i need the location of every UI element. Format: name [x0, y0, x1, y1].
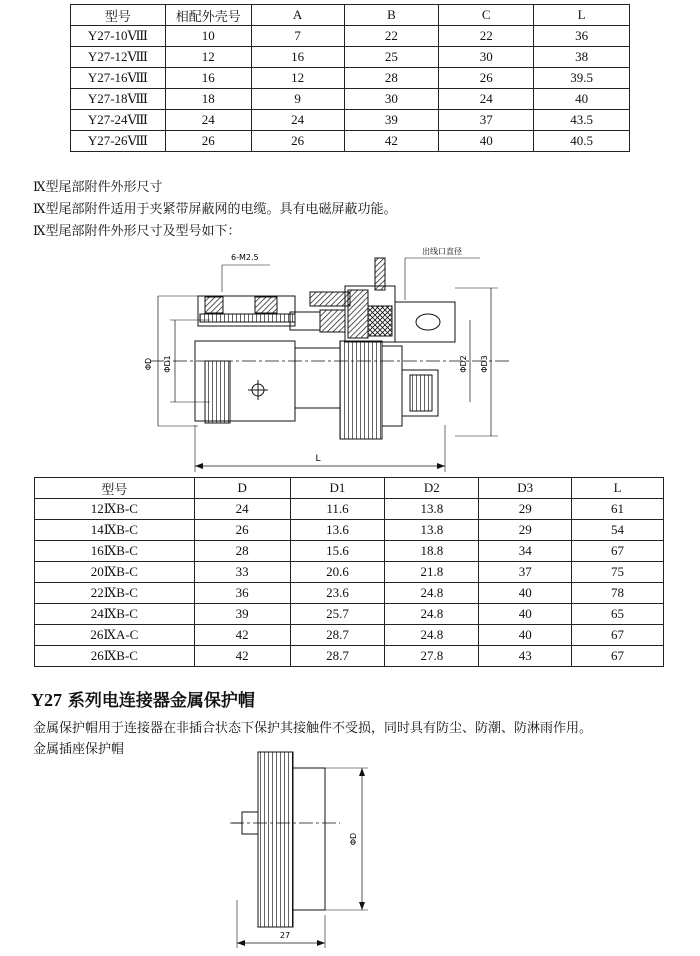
table-row — [35, 604, 664, 625]
cell: Y27-24Ⅷ — [71, 110, 166, 131]
cell: 18.8 — [385, 541, 479, 562]
col-header: D — [194, 478, 290, 499]
cell: 40.5 — [534, 131, 630, 152]
cell: 40 — [479, 583, 572, 604]
dim-d1-label: ΦD1 — [163, 355, 172, 373]
cell: 24 — [439, 89, 534, 110]
dim-d3-label: ΦD3 — [480, 355, 489, 373]
col-header: 相配外壳号 — [165, 5, 251, 26]
col-header: A — [251, 5, 344, 26]
heading-series: Y27 — [31, 690, 62, 710]
section-ix-intro: Ⅸ型尾部附件外形尺寸及型号如下： — [33, 223, 241, 238]
cell: 28 — [194, 541, 290, 562]
ix-tail-accessory-drawing — [0, 240, 700, 475]
cell: 22 — [439, 26, 534, 47]
col-header: D3 — [479, 478, 572, 499]
dim-d-label: ΦD — [144, 357, 153, 371]
section-ix-title: Ⅸ型尾部附件外形尺寸 — [33, 179, 163, 194]
table-header-row — [71, 5, 630, 26]
cell: 65 — [572, 604, 664, 625]
cell: 28.7 — [290, 625, 385, 646]
cell: 12 — [165, 47, 251, 68]
cell: 38 — [534, 47, 630, 68]
metal-cap-drawing — [0, 740, 700, 950]
col-header: 型号 — [35, 478, 195, 499]
col-header: D1 — [290, 478, 385, 499]
cell: Y27-16Ⅷ — [71, 68, 166, 89]
cell: 26ⅨB-C — [35, 646, 195, 667]
cell: 28 — [344, 68, 439, 89]
cell: 42 — [194, 625, 290, 646]
cell: 30 — [344, 89, 439, 110]
cell: 67 — [572, 541, 664, 562]
cell: 39.5 — [534, 68, 630, 89]
section-ix-description: Ⅸ型尾部附件适用于夹紧带屏蔽网的电缆。具有电磁屏蔽功能。 — [33, 201, 397, 216]
cell: 29 — [479, 520, 572, 541]
table-row — [35, 520, 664, 541]
section-cap-subtitle: 金属插座保护帽 — [33, 741, 125, 756]
cell: Y27-18Ⅷ — [71, 89, 166, 110]
cell: 7 — [251, 26, 344, 47]
cell: 30 — [439, 47, 534, 68]
cell: 40 — [439, 131, 534, 152]
cell: 29 — [479, 499, 572, 520]
table-row — [71, 110, 630, 131]
table-row — [35, 562, 664, 583]
cell: 22 — [344, 26, 439, 47]
cell: 54 — [572, 520, 664, 541]
cell: 26 — [165, 131, 251, 152]
table-row — [35, 541, 664, 562]
cell: 25 — [344, 47, 439, 68]
cell: 39 — [194, 604, 290, 625]
cell: 36 — [534, 26, 630, 47]
section-cap-heading — [31, 686, 255, 711]
cell: 12ⅨB-C — [35, 499, 195, 520]
cell: 16ⅨB-C — [35, 541, 195, 562]
cell: 78 — [572, 583, 664, 604]
cell: 16 — [251, 47, 344, 68]
dim-d2-label: ΦD2 — [459, 355, 468, 373]
outlet-diameter-label: 出线口直径 — [422, 247, 462, 256]
cell: 10 — [165, 26, 251, 47]
cell: 15.6 — [290, 541, 385, 562]
cell: 75 — [572, 562, 664, 583]
col-header: L — [572, 478, 664, 499]
table-viii-tail-accessory — [70, 4, 630, 152]
cell: 24.8 — [385, 625, 479, 646]
cell: 40 — [534, 89, 630, 110]
heading-title: 系列电连接器金属保护帽 — [62, 691, 255, 711]
cell: 40 — [479, 625, 572, 646]
cell: 39 — [344, 110, 439, 131]
cell: 24.8 — [385, 604, 479, 625]
cell: 61 — [572, 499, 664, 520]
cell: 12 — [251, 68, 344, 89]
col-header: 型号 — [71, 5, 166, 26]
cell: 16 — [165, 68, 251, 89]
cell: 37 — [479, 562, 572, 583]
cell: 13.8 — [385, 499, 479, 520]
screw-label: 6-M2.5 — [231, 253, 259, 262]
cell: 24ⅨB-C — [35, 604, 195, 625]
col-header: D2 — [385, 478, 479, 499]
cell: 34 — [479, 541, 572, 562]
table-row — [71, 68, 630, 89]
cell: 9 — [251, 89, 344, 110]
table-row — [71, 26, 630, 47]
table-row — [71, 89, 630, 110]
cell: 26 — [439, 68, 534, 89]
table-row — [71, 47, 630, 68]
cell: 67 — [572, 646, 664, 667]
cell: 26ⅨA-C — [35, 625, 195, 646]
table-row — [35, 499, 664, 520]
cell: 23.6 — [290, 583, 385, 604]
cell: 24 — [251, 110, 344, 131]
cell: 21.8 — [385, 562, 479, 583]
table-row — [35, 583, 664, 604]
table-row — [35, 625, 664, 646]
cell: 18 — [165, 89, 251, 110]
table-ix-tail-accessory — [34, 477, 664, 667]
col-header: L — [534, 5, 630, 26]
table-row — [71, 131, 630, 152]
section-cap-description: 金属保护帽用于连接器在非插合状态下保护其接触件不受损，同时具有防尘、防潮、防淋雨作用。 — [33, 720, 593, 735]
cell: 24.8 — [385, 583, 479, 604]
cell: 13.6 — [290, 520, 385, 541]
cell: 26 — [251, 131, 344, 152]
cap-diameter-label: ΦD — [349, 832, 358, 846]
cap-width-label: 27 — [279, 931, 291, 940]
cell: 13.8 — [385, 520, 479, 541]
cell: Y27-26Ⅷ — [71, 131, 166, 152]
cell: 14ⅨB-C — [35, 520, 195, 541]
cell: 27.8 — [385, 646, 479, 667]
table-header-row — [35, 478, 664, 499]
col-header: C — [439, 5, 534, 26]
table-row — [35, 646, 664, 667]
cell: 40 — [479, 604, 572, 625]
cell: 24 — [165, 110, 251, 131]
cell: 11.6 — [290, 499, 385, 520]
cell: 42 — [194, 646, 290, 667]
cell: 43.5 — [534, 110, 630, 131]
col-header: B — [344, 5, 439, 26]
cell: 28.7 — [290, 646, 385, 667]
cell: 33 — [194, 562, 290, 583]
cell: 37 — [439, 110, 534, 131]
cell: 25.7 — [290, 604, 385, 625]
cell: 26 — [194, 520, 290, 541]
cell: Y27-12Ⅷ — [71, 47, 166, 68]
cell: 67 — [572, 625, 664, 646]
cell: 20.6 — [290, 562, 385, 583]
cell: 43 — [479, 646, 572, 667]
dim-l-label: L — [315, 454, 321, 464]
cell: 42 — [344, 131, 439, 152]
cell: 36 — [194, 583, 290, 604]
cell: 20ⅨB-C — [35, 562, 195, 583]
cell: 22ⅨB-C — [35, 583, 195, 604]
cell: Y27-10Ⅷ — [71, 26, 166, 47]
cell: 24 — [194, 499, 290, 520]
